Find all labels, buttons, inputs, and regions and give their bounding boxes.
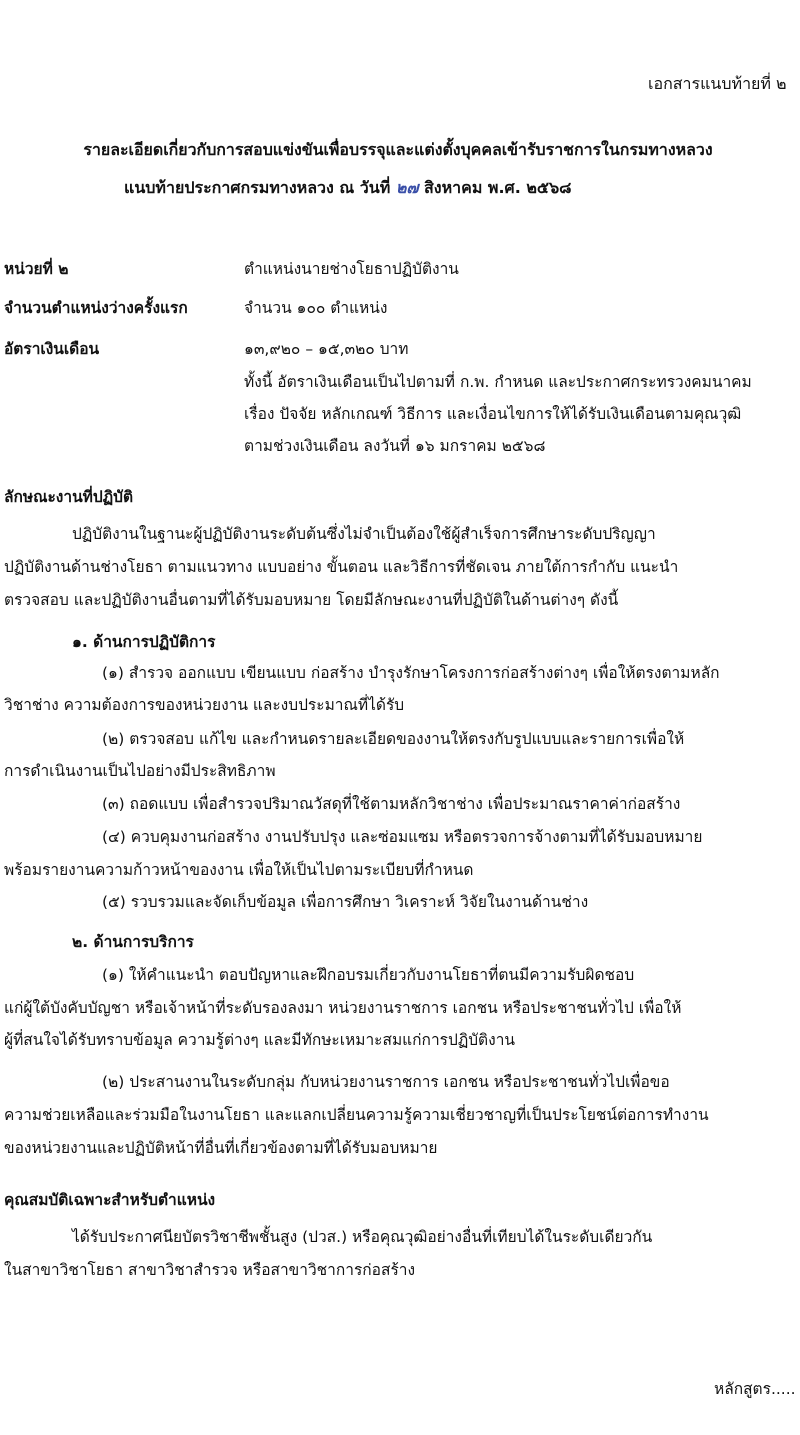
section1-item: วิชาช่าง ความต้องการของหน่วยงาน และงบประมาณที่ได้รับ (4, 696, 405, 714)
salary-note-line: เรื่อง ปัจจัย หลักเกณฑ์ วิธีการ และเงื่อนไขการให้ได้รับเงินเดือนตามคุณวุฒิ (244, 405, 742, 423)
section1-item: (๔) ควบคุมงานก่อสร้าง งานปรับปรุง และซ่อมแซม หรือตรวจการจ้างตามที่ได้รับมอบหมาย (102, 828, 703, 846)
continuation-note: หลักสูตร..... (714, 1380, 796, 1398)
qualification-heading: คุณสมบัติเฉพาะสำหรับตำแหน่ง (4, 1191, 216, 1209)
section1-item: การดำเนินงานเป็นไปอย่างมีประสิทธิภาพ (4, 762, 276, 780)
unit-label: หน่วยที่ ๒ (4, 260, 69, 278)
document-title-line1: รายละเอียดเกี่ยวกับการสอบแข่งขันเพื่อบรรจุและแต่งตั้งบุคคลเข้ารับราชการในกรมทางหลวง (83, 140, 713, 159)
title-announcement-text: แนบท้ายประกาศกรมทางหลวง ณ วันที่ (124, 178, 391, 197)
document-reference: เอกสารแนบท้ายที่ ๒ (648, 74, 787, 93)
qualification-line: ในสาขาวิชาโยธา สาขาวิชาสำรวจ หรือสาขาวิชาการก่อสร้าง (4, 1261, 416, 1279)
salary-value: ๑๓,๙๒๐ – ๑๕,๓๒๐ บาท (244, 340, 409, 358)
salary-note-line: ตามช่วงเงินเดือน ลงวันที่ ๑๖ มกราคม ๒๕๖๘ (244, 437, 546, 455)
vacancy-value: จำนวน ๑๐๐ ตำแหน่ง (244, 299, 388, 317)
handwritten-day: ๒๗ (395, 178, 419, 197)
section2-heading: ๒. ด้านการบริการ (72, 933, 194, 951)
document-title-line2 (124, 176, 572, 201)
section1-item: (๒) ตรวจสอบ แก้ไข และกำหนดรายละเอียดของงานให้ตรงกับรูปแบบและรายการเพื่อให้ (102, 730, 685, 748)
job-intro-line: ปฏิบัติงานในฐานะผู้ปฏิบัติงานระดับต้นซึ่งไม่จำเป็นต้องใช้ผู้สำเร็จการศึกษาระดับปริญญา (72, 525, 656, 543)
job-heading: ลักษณะงานที่ปฏิบัติ (4, 488, 134, 506)
salary-note-line: ทั้งนี้ อัตราเงินเดือนเป็นไปตามที่ ก.พ. กำหนด และประกาศกระทรวงคมนาคม (244, 373, 752, 391)
section1-item: (๓) ถอดแบบ เพื่อสำรวจปริมาณวัสดุที่ใช้ตามหลักวิชาช่าง เพื่อประมาณราคาค่าก่อสร้าง (102, 795, 681, 813)
salary-label: อัตราเงินเดือน (4, 340, 100, 358)
vacancy-label: จำนวนตำแหน่งว่างครั้งแรก (4, 299, 188, 317)
section2-item: แก่ผู้ใต้บังคับบัญชา หรือเจ้าหน้าที่ระดับรองลงมา หน่วยงานราชการ เอกชน หรือประชาชนทั่วไป เพื่อให้ (4, 999, 682, 1017)
section2-item: (๑) ให้คำแนะนำ ตอบปัญหาและฝึกอบรมเกี่ยวกับงานโยธาที่ตนมีความรับผิดชอบ (102, 966, 635, 984)
unit-value: ตำแหน่งนายช่างโยธาปฏิบัติงาน (244, 260, 459, 278)
section2-item: ความช่วยเหลือและร่วมมือในงานโยธา และแลกเปลี่ยนความรู้ความเชี่ยวชาญที่เป็นประโยชน์ต่อการทำงาน (4, 1106, 709, 1124)
section2-item: ของหน่วยงานและปฏิบัติหน้าที่อื่นที่เกี่ยวข้องตามที่ได้รับมอบหมาย (4, 1139, 438, 1157)
section2-item: (๒) ประสานงานในระดับกลุ่ม กับหน่วยงานราชการ เอกชน หรือประชาชนทั่วไปเพื่อขอ (102, 1073, 670, 1091)
section1-item: (๑) สำรวจ ออกแบบ เขียนแบบ ก่อสร้าง บำรุงรักษาโครงการก่อสร้างต่างๆ เพื่อให้ตรงตามหลัก (102, 664, 720, 682)
section2-item: ผู้ที่สนใจได้รับทราบข้อมูล ความรู้ต่างๆ และมีทักษะเหมาะสมแก่การปฏิบัติงาน (4, 1031, 515, 1049)
job-intro-line: ปฏิบัติงานด้านช่างโยธา ตามแนวทาง แบบอย่าง ขั้นตอน และวิธีการที่ชัดเจน ภายใต้การกำกับ แนะนำ (4, 558, 679, 576)
section1-item: (๕) รวบรวมและจัดเก็บข้อมูล เพื่อการศึกษา วิเคราะห์ วิจัยในงานด้านช่าง (102, 893, 589, 911)
section1-item: พร้อมรายงานความก้าวหน้าของงาน เพื่อให้เป็นไปตามระเบียบที่กำหนด (4, 861, 474, 879)
title-date-text: สิงหาคม พ.ศ. ๒๕๖๘ (424, 178, 572, 197)
job-intro-line: ตรวจสอบ และปฏิบัติงานอื่นตามที่ได้รับมอบหมาย โดยมีลักษณะงานที่ปฏิบัติในด้านต่างๆ ดังนี้ (4, 591, 619, 609)
qualification-line: ได้รับประกาศนียบัตรวิชาชีพชั้นสูง (ปวส.) หรือคุณวุฒิอย่างอื่นที่เทียบได้ในระดับเดียวกัน (72, 1228, 653, 1246)
section1-heading: ๑. ด้านการปฏิบัติการ (72, 633, 216, 651)
